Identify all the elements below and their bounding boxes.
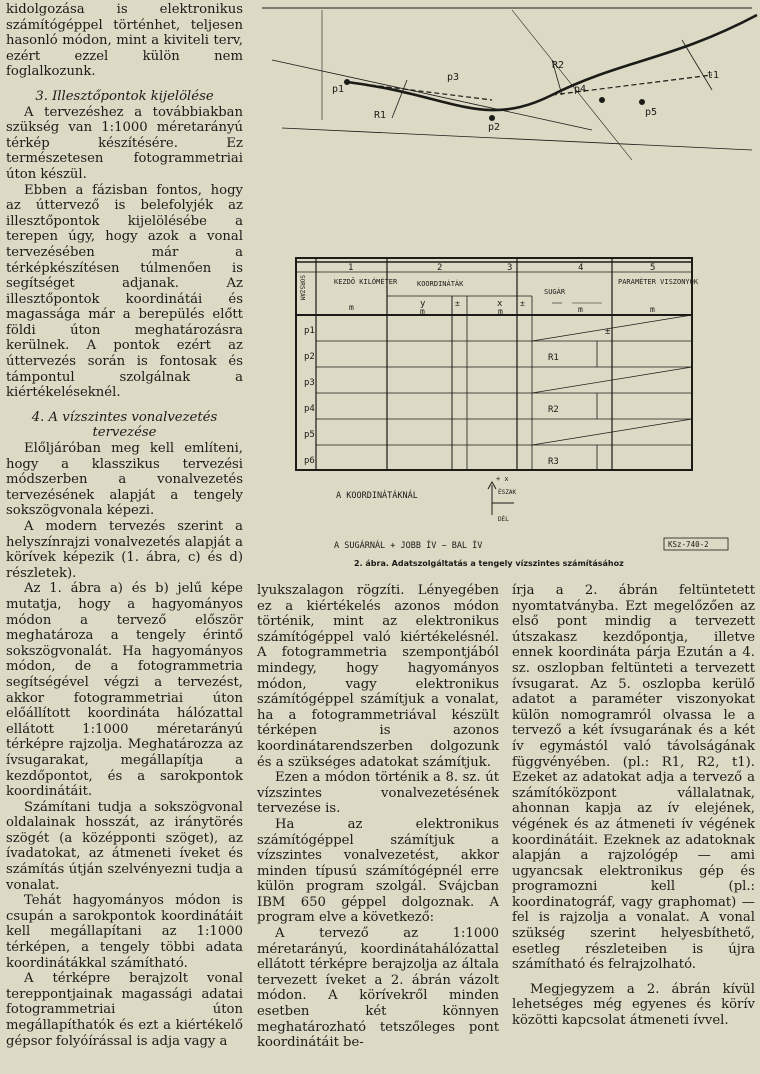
paragraph-4e: Tehát hagyományos módon is csupán a sarokpontok koordinátáit kell megállapítani az 1:1000 térképen, a tengely többi adata koordinátákkal számítható. xyxy=(6,893,243,971)
paragraph-c3-1: írja a 2. ábrán feltüntetett nyomtatványba. Ezt megelőzően az első pont mindig a tervezett útszakasz kezdőpontja, illetve ennek koordináta párja Ezután a 4. sz. oszlopban feltünteti a tervezett ívsugarat. Az 5. oszlopba kerülő adatot a paraméter viszonyokat külön nomogramról olvassa le a tervező a két ívsugarának és a két ív egymástól való távolságának függvényében. (pl.: R1, R2, t1). Ezeket az adatokat adja a tervező a számítóközpont vállalatnak, ahonnan kapja az ív elejének, végének és az átmeneti ív végének koordinátáit. Ezeknek az adatoknak alapján a rajzológép — ami ugyancsak elektronikus gép és programozni kell (pl.: koordinatográf, vagy graphomat) — fel is rajzolja a vonalat. A vonal szükség szerint helyesbíthető, esetleg részleteiben is újra számítható és felrajzolható. xyxy=(512,583,755,973)
table-unit-1: m xyxy=(349,303,354,312)
table-row-p6: p6 xyxy=(304,456,315,466)
table-header-4: SUGÁR xyxy=(544,288,566,296)
table-col-number-2: 2 xyxy=(437,263,443,273)
heading-section-4-line2: tervezése xyxy=(92,425,157,441)
table-row-p5: p5 xyxy=(304,430,315,440)
table-header-coordinates: KOORDINÁTÁK xyxy=(417,280,464,288)
sketch-label-p1: p1 xyxy=(332,84,345,95)
table-row-p1: p1 xyxy=(304,326,315,336)
south-label: DÉL xyxy=(498,516,509,523)
paragraph-c2-2: Ezen a módon történik a 8. sz. út vízszintes vonalvezetésének tervezése is. xyxy=(257,770,499,817)
table-unit-5: m xyxy=(650,305,655,314)
paragraph-intro: kidolgozása is elektronikus számítógéppel történhet, teljesen hasonló módon, mint a kiviteli terv, ezért ezzel külön nem foglalkozunk. xyxy=(6,2,243,80)
table-cell-r3: R3 xyxy=(548,457,559,467)
figure-2 xyxy=(252,0,760,575)
table-header-pm-y: ± xyxy=(455,299,460,308)
heading-section-4-line1: 4. A vízszintes vonalvezetés xyxy=(31,409,218,425)
paragraph-4a: Előljáróban meg kell említeni, hogy a klasszikus tervezési módszerben a vonalvezetés tervezésének alapját a tengely sokszögvonala képezi. xyxy=(6,441,243,519)
table-col-number-4: 4 xyxy=(578,263,584,273)
paragraph-c2-4: A tervező az 1:1000 méretarányú, koordinátahálózattal ellátott térképre berajzolja az általa tervezett íveket a 2. ábrán vázolt módon. A körívekről minden esetben két könnyen meghatározható tetszőleges pont koordinátáit be- xyxy=(257,926,499,1051)
paragraph-4d: Számítani tudja a sokszögvonal oldalainak hosszát, az iránytörés szögét (a középponti szöget), az ívadatokat, az átmeneti íveket és számítás útján szelvényezni tudja a vonalat. xyxy=(6,799,243,893)
table-cell-pm: ± xyxy=(605,327,611,337)
north-label: ÉSZAK xyxy=(498,489,517,496)
orientation-cross xyxy=(488,482,517,515)
table-cell-r2: R2 xyxy=(548,405,559,415)
table-header-x: x xyxy=(497,299,503,309)
paragraph-4c: Az 1. ábra a) és b) jelű képe mutatja, hogy a hagyományos módon a tervező először meghatároza a tengely érintő sokszögvonalát. Ha hagyományos módon, de a fotogrammetria segítségével végzi a tervezést, akkor fotogrammetriai úton előállított koordináta hálózattal ellátott 1:1000 méretarányú térképre rajzolja. Meghatározza az ívsugarakat, megállapítja a kezdőpontot, és a sarokpontok koordinátáit. xyxy=(6,581,243,800)
plus-x-label: + x xyxy=(496,475,509,483)
text-column-1 xyxy=(6,2,243,1049)
sketch-label-r1: R1 xyxy=(374,110,387,121)
table-col-number-3: 3 xyxy=(507,263,513,273)
paragraph-3b: Ebben a fázisban fontos, hogy az úttervező is belefolyjék az illesztőpontok kijelölésébe a terepen úgy, hogy azok a vonal tervezésében már a térképkészítésen túlmenően is segítséget adjanak. Az illesztőpontok koordinátái és magassága már a berepülés előtt földi úton meghatározásra kerülnek. A pontok ezért az úttervezés során is fontosak és támpontul szolgálnak a kiértékeléseknél. xyxy=(6,182,243,401)
table-unit-4: m xyxy=(578,305,583,314)
sketch-label-p4: p4 xyxy=(574,84,587,95)
paragraph-3a: A tervezéshez a továbbiakban szükség van 1:1000 méretarányú térkép készítésére. Ez természetesen fotogrammetriai úton készül. xyxy=(6,104,243,182)
text-column-2 xyxy=(257,583,499,1051)
paragraph-c2-1: lyukszalagon rögzíti. Lényegében ez a kiértékelés azonos módon történik, mint az elektronikus számítógéppel való kiértékelésnél. A fotogrammetria szempontjából mindegy, hogy hagyományos módon, vagy elektronikus számítógéppel számítjuk a vonalat, ha a fotogrammetriával készült térképen is azonos koordinátarendszerben dolgozunk és a szükséges adatokat számítjuk. xyxy=(257,583,499,770)
paragraph-c2-3: Ha az elektronikus számítógéppel számítjuk a vízszintes vonalvezetést, akkor minden típusú számítógépnél erre külön program szolgál. Svájcban IBM 650 géppel dolgoznak. A program elve a következő: xyxy=(257,816,499,926)
table-header-pm-x: ± xyxy=(520,299,525,308)
table-col-number-5: 5 xyxy=(650,263,656,273)
text-column-3 xyxy=(512,583,755,1029)
data-table xyxy=(296,258,692,470)
table-unit-x: m xyxy=(498,307,503,316)
stamp-label: KSz-740-2 xyxy=(668,540,709,549)
radius-note: A SUGÁRNÁL + JOBB ÍV − BAL ÍV xyxy=(334,541,483,551)
sketch-label-p5: p5 xyxy=(645,107,658,118)
table-unit-y: m xyxy=(420,307,425,316)
table-side-header: SORSZÁM xyxy=(298,275,306,301)
paragraph-c3-2: Megjegyzem a 2. ábrán kívül lehetséges még egyenes és körív közötti kapcsolat átmeneti ívvel. xyxy=(512,981,755,1029)
paragraph-4b: A modern tervezés szerint a helyszínrajzi vonalvezetés alapját a körívek képezik (1. ábra, c) és d) részletek). xyxy=(6,519,243,581)
sketch-label-p3: p3 xyxy=(447,72,460,83)
figure-caption: 2. ábra. Adatszolgáltatás a tengely vízszintes számításához xyxy=(354,559,624,568)
table-row-p2: p2 xyxy=(304,352,315,362)
table-header-5: PARAMÉTER VISZONYOK xyxy=(618,278,699,286)
table-header-y: y xyxy=(420,299,426,309)
table-row-p4: p4 xyxy=(304,404,315,414)
coord-note: A KOORDINÁTÁKNÁL xyxy=(336,491,418,501)
table-row-p3: p3 xyxy=(304,378,315,388)
sketch-label-t1: t1 xyxy=(707,70,720,81)
paragraph-4f: A térképre berajzolt vonal tereppontjainak magassági adatai fotogrammetriai úton megállapíthatók és ezt a kiértékelő gépsor folyóírással is adja vagy a xyxy=(6,971,243,1049)
table-col-number-1: 1 xyxy=(348,263,354,273)
heading-section-3: 3. Illesztőpontok kijelölése xyxy=(35,88,214,104)
table-header-1: KEZDŐ KILÓMÉTER xyxy=(334,278,398,286)
sketch-label-p2: p2 xyxy=(488,122,501,133)
sketch-label-r2: R2 xyxy=(552,60,565,71)
table-cell-r1: R1 xyxy=(548,353,559,363)
